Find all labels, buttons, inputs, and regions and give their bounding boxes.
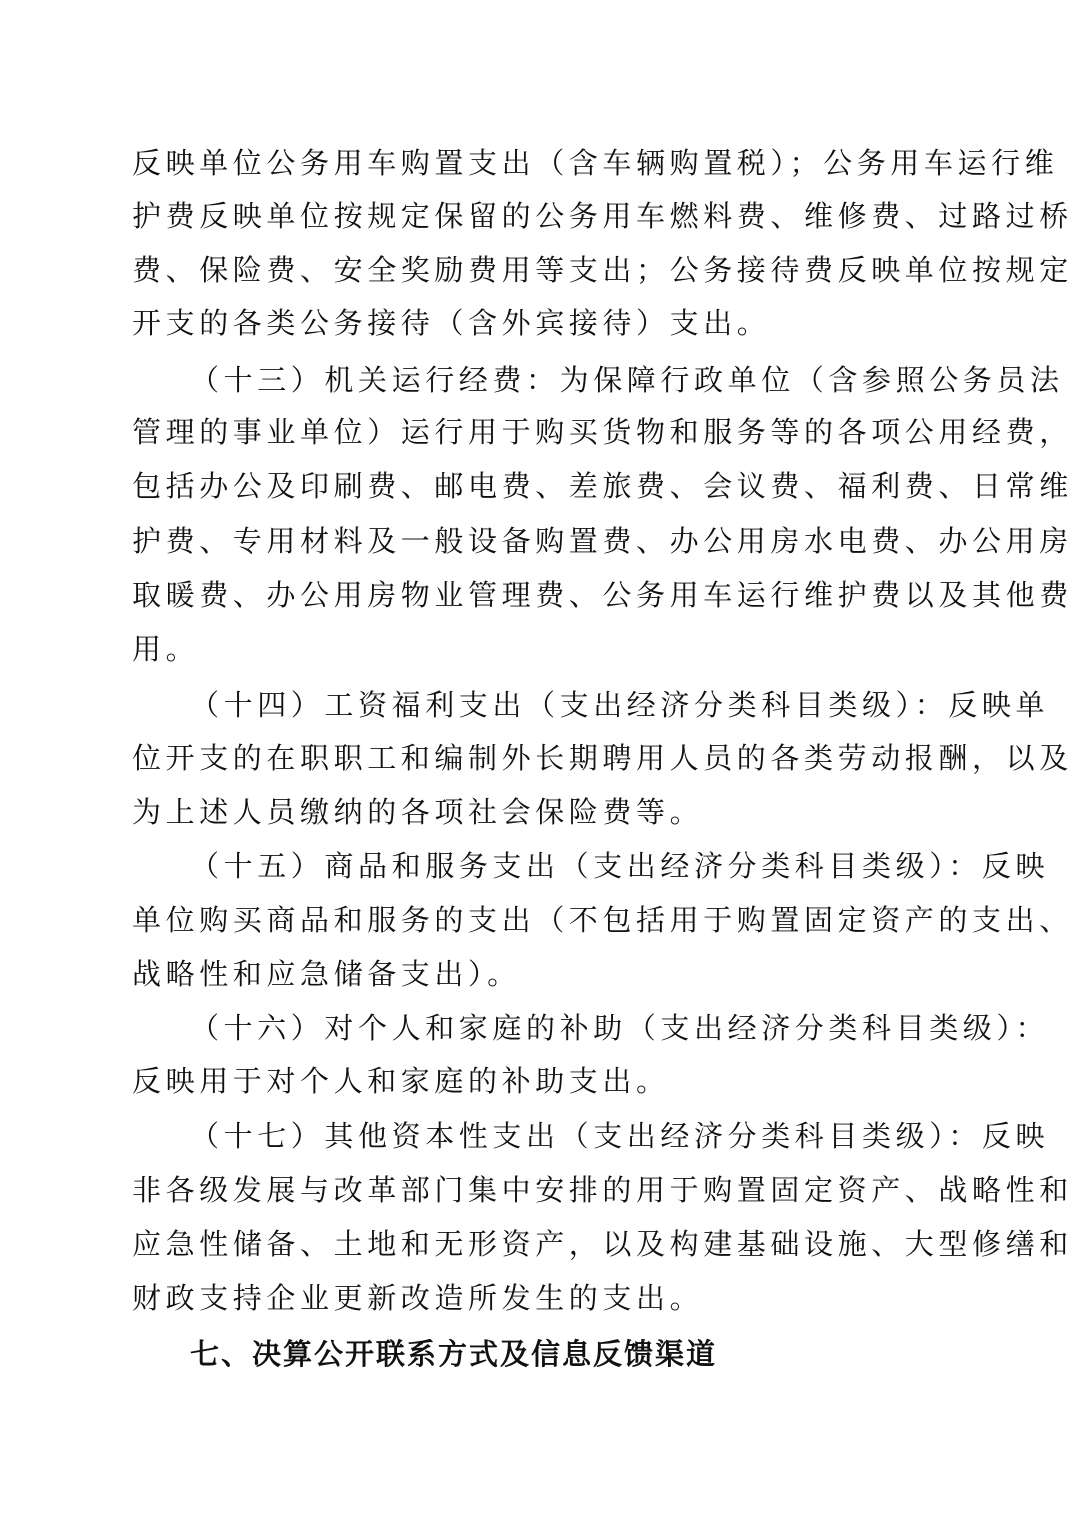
paragraph-line: 单位购买商品和服务的支出（不包括用于购置固定资产的支出、 bbox=[132, 903, 1073, 937]
paragraph-line: 为上述人员缴纳的各项社会保险费等。 bbox=[132, 795, 704, 829]
paragraph-line: 应急性储备、土地和无形资产，以及构建基础设施、大型修缮和 bbox=[132, 1227, 1073, 1261]
section-heading: 七、决算公开联系方式及信息反馈渠道 bbox=[190, 1337, 718, 1371]
paragraph-line: 取暖费、办公用房物业管理费、公务用车运行维护费以及其他费 bbox=[132, 578, 1073, 612]
paragraph-line: 战略性和应急储备支出）。 bbox=[132, 957, 521, 991]
paragraph-line: 反映用于对个人和家庭的补助支出。 bbox=[132, 1064, 670, 1098]
paragraph-line: 管理的事业单位）运行用于购买货物和服务等的各项公用经费， bbox=[132, 415, 1073, 449]
paragraph-line: 财政支持企业更新改造所发生的支出。 bbox=[132, 1281, 704, 1315]
paragraph-line: 包括办公及印刷费、邮电费、差旅费、会议费、福利费、日常维 bbox=[132, 469, 1073, 503]
paragraph-line: 用。 bbox=[132, 632, 200, 666]
paragraph-line: 位开支的在职职工和编制外长期聘用人员的各类劳动报酬，以及 bbox=[132, 741, 1073, 775]
paragraph-line-item-15: （十五）商品和服务支出（支出经济分类科目类级）：反映 bbox=[190, 849, 1050, 883]
paragraph-line: 非各级发展与改革部门集中安排的用于购置固定资产、战略性和 bbox=[132, 1173, 1073, 1207]
paragraph-line: 反映单位公务用车购置支出（含车辆购置税）；公务用车运行维 bbox=[132, 146, 1059, 180]
paragraph-line: 费、保险费、安全奖励费用等支出；公务接待费反映单位按规定 bbox=[132, 253, 1073, 287]
paragraph-line: 护费、专用材料及一般设备购置费、办公用房水电费、办公用房 bbox=[132, 524, 1073, 558]
paragraph-line-item-17: （十七）其他资本性支出（支出经济分类科目类级）：反映 bbox=[190, 1119, 1050, 1153]
paragraph-line-item-14: （十四）工资福利支出（支出经济分类科目类级）：反映单 bbox=[190, 688, 1050, 722]
paragraph-line: 开支的各类公务接待（含外宾接待）支出。 bbox=[132, 306, 771, 340]
paragraph-line-item-13: （十三）机关运行经费：为保障行政单位（含参照公务员法 bbox=[190, 363, 1064, 397]
paragraph-line-item-16: （十六）对个人和家庭的补助（支出经济分类科目类级）： bbox=[190, 1011, 1050, 1045]
paragraph-line: 护费反映单位按规定保留的公务用车燃料费、维修费、过路过桥 bbox=[132, 199, 1073, 233]
